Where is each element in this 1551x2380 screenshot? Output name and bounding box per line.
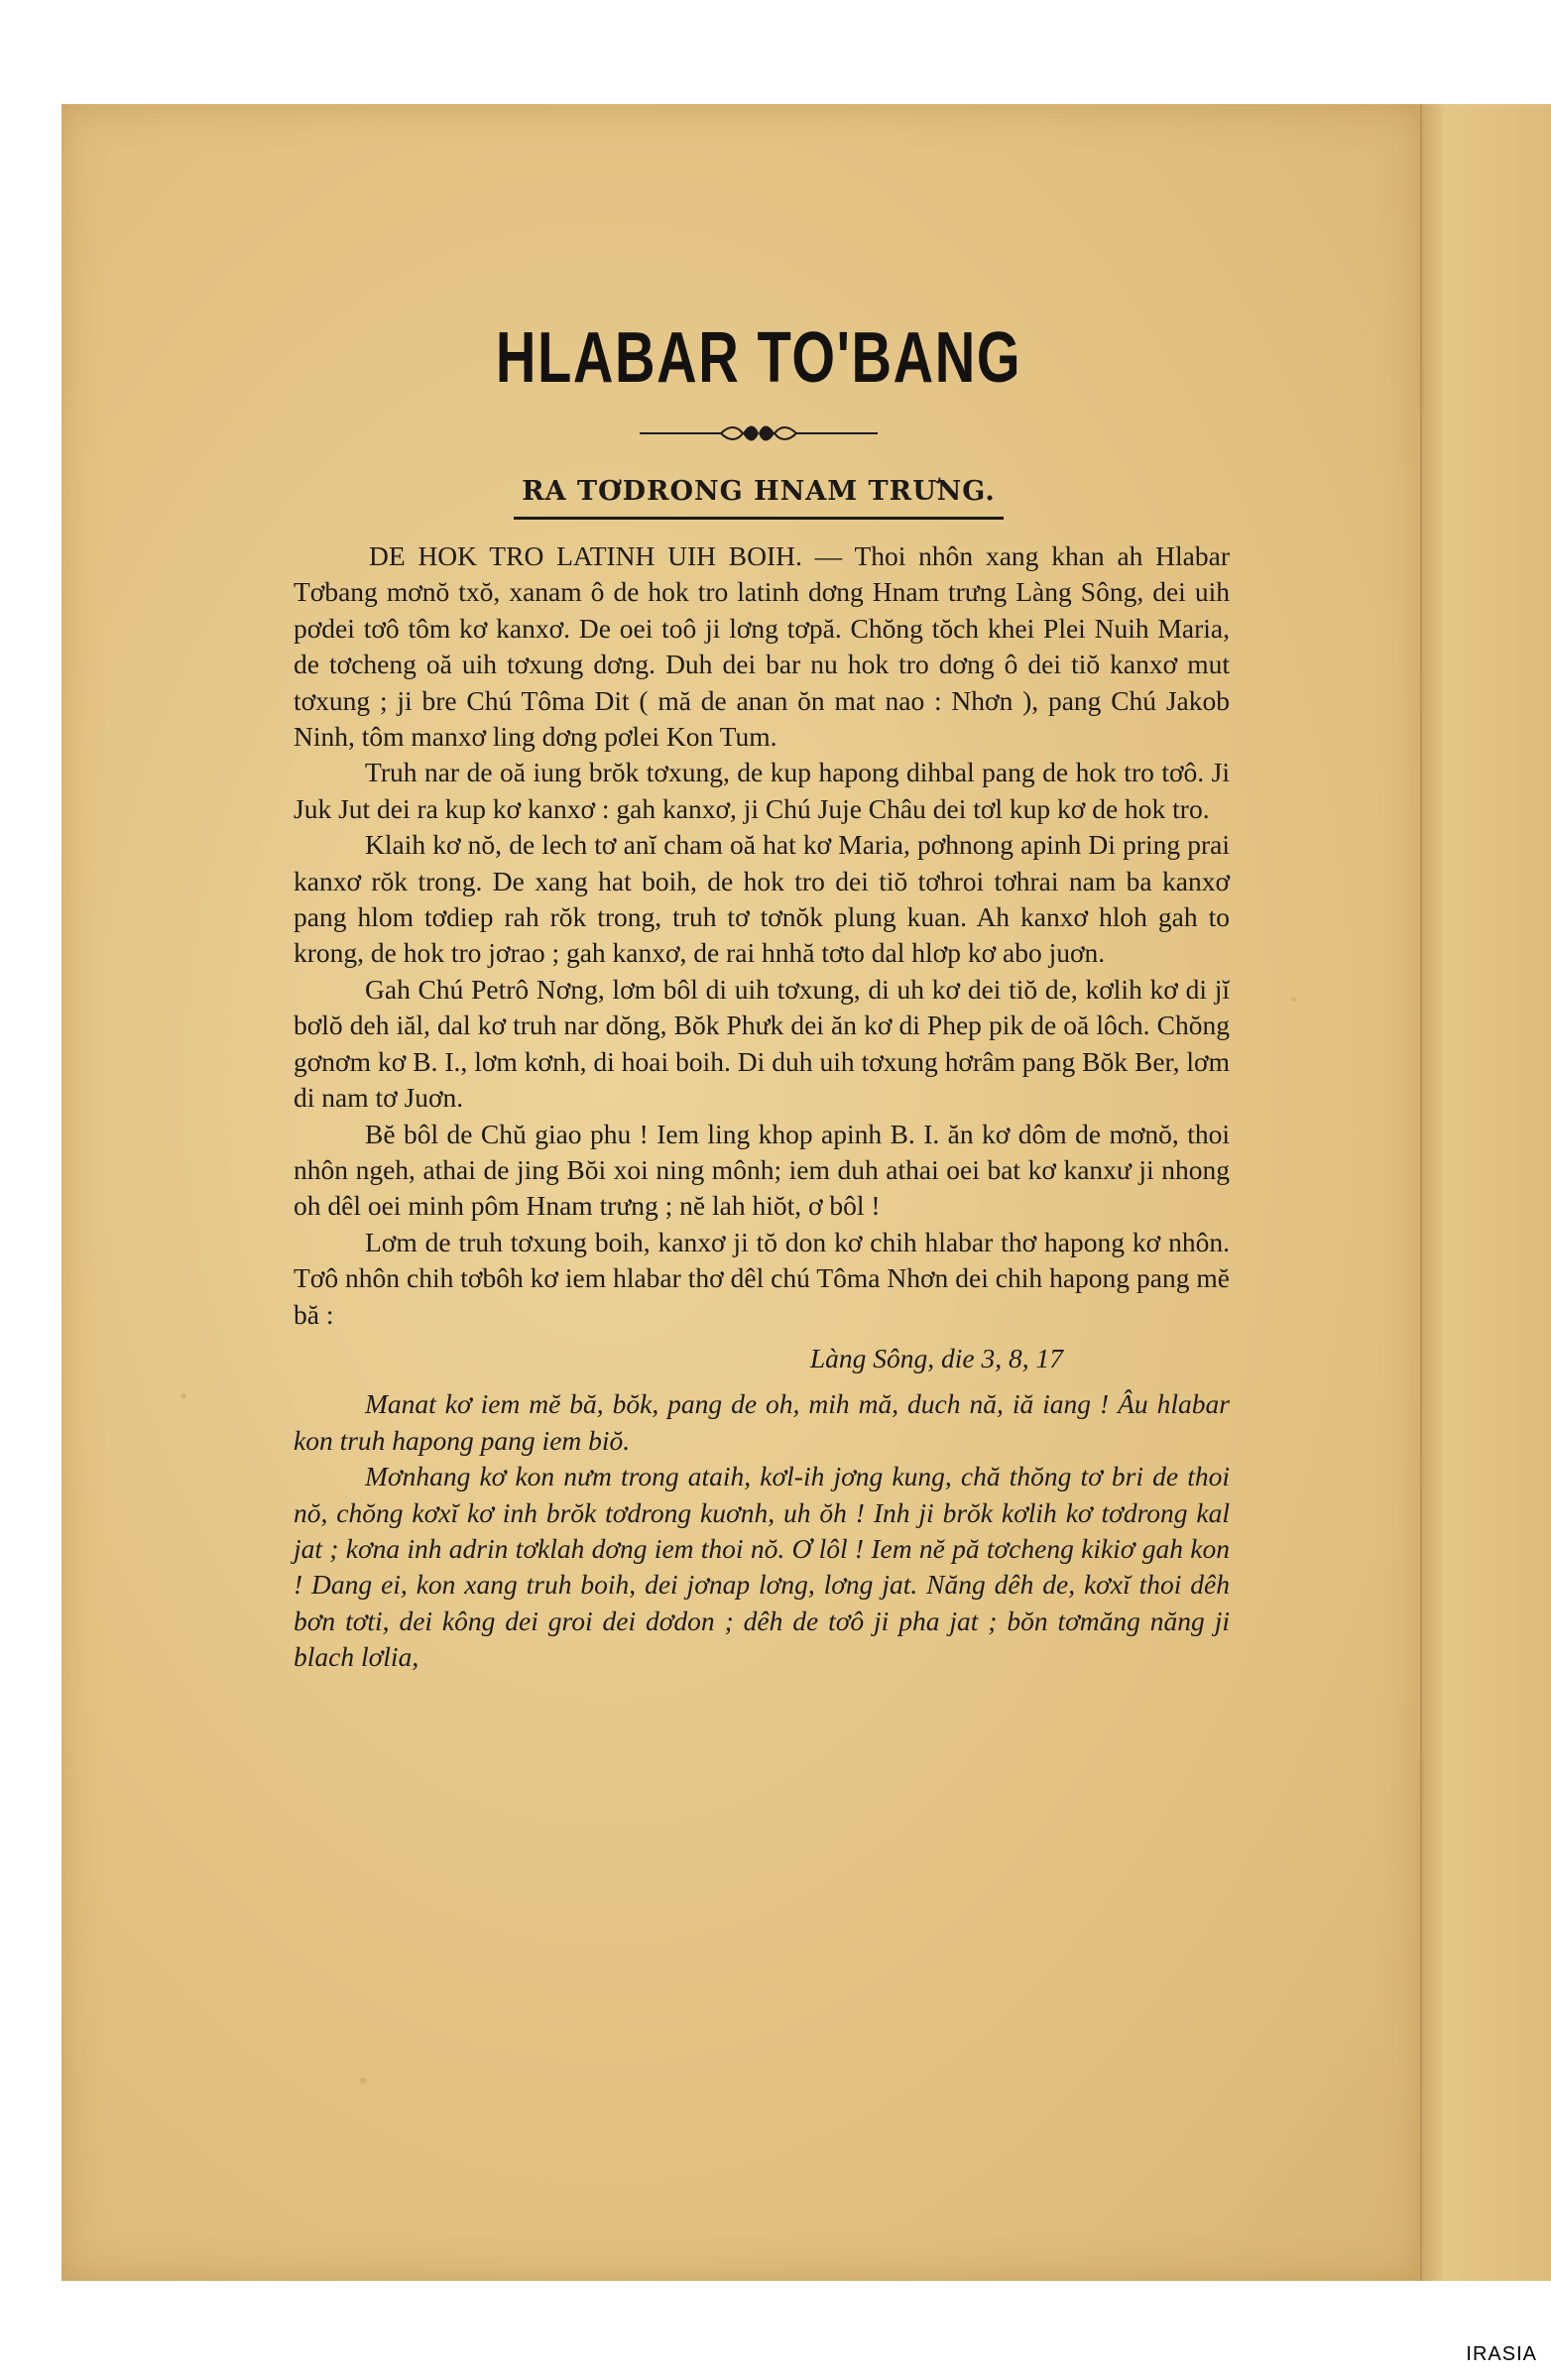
- watermark: IRASIA: [1466, 2343, 1537, 2365]
- article-body: [294, 538, 1230, 1676]
- paragraph: Bĕ bôl de Chŭ giao phu ! Iem ling khop apinh B. I. ăn kơ dôm de mơnŏ, thoi nhôn ngeh, athai de jing Bŏi xoi ning mônh; iem duh athai oei bat kơ kanxư ji nhong oh dêl oei minh pôm Hnam trưng ; nĕ lah hiŏt, ơ bôl !: [294, 1118, 1230, 1222]
- letter-dateline: Làng Sông, die 3, 8, 17: [809, 1342, 1063, 1373]
- paragraph: DE HOK TRO LATINH UIH BOIH. — Thoi nhôn xang khan ah Hlabar Tơbang mơnŏ txŏ, xanam ô de hok tro latinh dơng Hnam trưng Làng Sông, dei uih pơdei tơô tôm kơ kanxơ. De oei toô ji lơng tơpă. Chŏng tŏch khei Plei Nuih Maria, de tơcheng oă uih tơxung dơng. Duh dei bar nu hok tro dơng ô dei tiŏ kanxơ mut tơxung ; ji bre Chú Tôma Dit ( mă de anan ŏn mat nao : Nhơn ), pang Chú Jakob Ninh, tôm manxơ ling dơng pơlei Kon Tum.: [294, 540, 1230, 753]
- paragraph: Truh nar de oă iung brŏk tơxung, de kup hapong dihbal pang de hok tro tơô. Ji Juk Jut dei ra kup kơ kanxơ : gah kanxơ, ji Chú Juje Châu dei tơl kup kơ de hok tro.: [294, 757, 1230, 824]
- paragraph: Gah Chú Petrô Nơng, lơm bôl di uih tơxung, di uh kơ dei tiŏ de, kơlih kơ di jĭ bơlŏ deh iăl, dal kơ truh nar dŏng, Bŏk Phưk dei ăn kơ di Phep pik de oă lôch. Chŏng gơnơm kơ B. I., lơm kơnh, di hoai boih. Di duh uih tơxung hơrâm pang Bŏk Ber, lơm di nam tơ Juơn.: [294, 973, 1230, 1114]
- letter-paragraph: Manat kơ iem mĕ bă, bŏk, pang de oh, mih mă, duch nă, iă iang ! Âu hlabar kon truh hapong pang iem biŏ.: [294, 1388, 1230, 1456]
- ornament-divider-icon: [640, 421, 878, 445]
- letter-paragraph: Mơnhang kơ kon nưm trong ataih, kơl-ih jơng kung, chă thŏng tơ bri de thoi nŏ, chŏng kơxĭ kơ inh brŏk tơdrong kuơnh, uh ŏh ! Inh ji brŏk kơlih kơ tơdrong kal jat ; kơna inh adrin tơklah dơng iem thoi nŏ. Ơ lôl ! Iem nĕ pă tơcheng kikiơ gah kon ! Dang ei, kon xang truh boih, dei jơnap lơng, lơng jat. Năng dêh de, kơxĭ thoi dêh bơn tơti, dei kông dei groi dei dơdon ; dêh de tơô ji pha jat ; bŏn tơmăng năng ji blach lơlia,: [294, 1461, 1230, 1673]
- adjacent-page-edge: [1420, 104, 1551, 2281]
- page-title: HLABAR TO'BANG: [495, 318, 1022, 398]
- paragraph: Lơm de truh tơxung boih, kanxơ ji tŏ don kơ chih hlabar thơ hapong kơ nhôn. Tơô nhôn chih tơbôh kơ iem hlabar thơ dêl chú Tôma Nhơn dei chih hapong pang mĕ bă :: [294, 1226, 1230, 1330]
- section-subtitle: RA TƠDRONG HNAM TRƯNG.: [522, 476, 996, 507]
- paragraph: Klaih kơ nŏ, de lech tơ anĭ cham oă hat kơ Maria, pơhnong apinh Di pring prai kanxơ rŏk trong. De xang hat boih, de hok tro dei tiŏ tơhroi tơhrai nam ba kanxơ pang hlom tơdiep rah rŏk trong, truh tơ tơnŏk plung kuan. Ah kanxơ hloh gah to krong, de hok tro jơrao ; gah kanxơ, de rai hnhă tơto dal hlơp kơ abo juơn.: [294, 829, 1230, 969]
- subtitle-underline: [514, 517, 1004, 520]
